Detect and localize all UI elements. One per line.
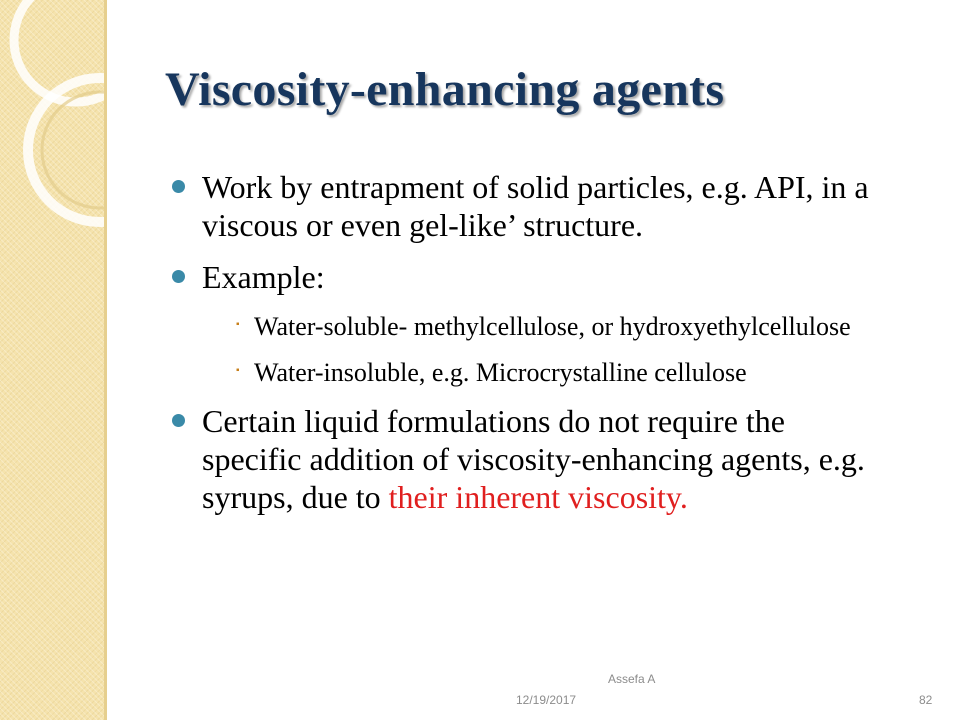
sub-bullet-square-icon: ▪ xyxy=(236,365,240,376)
sub-bullet-square-icon: ▪ xyxy=(236,319,240,330)
bullet-text: Work by entrapment of solid particles, e.g. API, in a viscous or even gel-like’ structure. xyxy=(202,169,869,243)
side-divider xyxy=(104,0,107,720)
slide-body xyxy=(170,168,890,530)
decorative-side-strip xyxy=(0,0,104,720)
sub-bullet-item xyxy=(170,310,890,344)
bullet-item xyxy=(170,168,890,244)
bullet-item xyxy=(170,402,890,516)
ring-decoration-icon xyxy=(0,0,104,720)
footer-date: 12/19/2017 xyxy=(516,693,577,707)
sub-bullet-text: Water-insoluble, e.g. Microcrystalline cellulose xyxy=(254,358,747,387)
sub-bullet-text: Water-soluble- methylcellulose, or hydroxyethylcellulose xyxy=(254,312,851,341)
emphasis-text: their inherent viscosity. xyxy=(388,479,688,515)
bullet-item xyxy=(170,258,890,296)
bullet-text: Example: xyxy=(202,259,325,295)
footer-page-number: 82 xyxy=(919,693,933,707)
bullet-text: Certain liquid formulations do not require the specific addition of viscosity-enhancing agents, e.g. syrups, due to xyxy=(202,403,865,515)
bullet-dot-icon xyxy=(172,270,185,283)
sub-bullet-list xyxy=(170,310,890,390)
bullet-dot-icon xyxy=(172,414,185,427)
sub-bullet-item xyxy=(170,356,890,390)
bullet-dot-icon xyxy=(172,180,185,193)
footer-author: Assefa A xyxy=(608,672,656,686)
slide-title: Viscosity-enhancing agents xyxy=(165,63,725,116)
